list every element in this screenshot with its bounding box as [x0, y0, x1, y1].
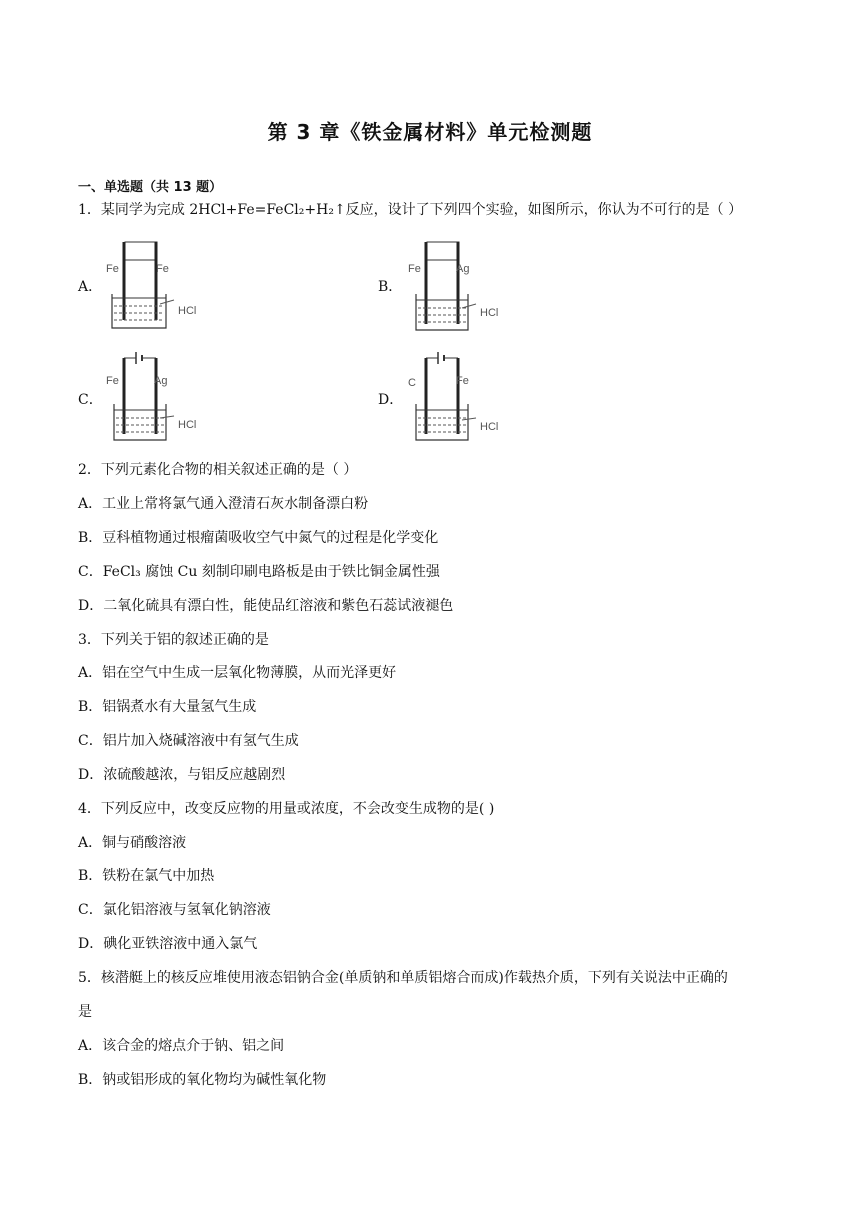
question-4-option-a: A．铜与硝酸溶液	[78, 835, 187, 851]
question-2-option-a: A．工业上常将氯气通入澄清石灰水制备漂白粉	[78, 496, 369, 512]
option-d-solution: HCl	[480, 421, 499, 433]
option-d-label: D．	[378, 392, 404, 408]
option-b-label: B．	[378, 279, 403, 295]
question-2-option-b: B．豆科植物通过根瘤菌吸收空气中氮气的过程是化学变化	[78, 530, 439, 546]
question-5-stem: 5．核潜艇上的核反应堆使用液态铝钠合金(单质钠和单质铝熔合而成)作载热介质，下列有关说法中正确的	[78, 970, 728, 986]
question-3-stem: 3．下列关于铝的叙述正确的是	[78, 632, 269, 648]
question-3-option-c: C．铝片加入烧碱溶液中有氢气生成	[78, 733, 299, 749]
option-b-diagram	[402, 238, 522, 338]
section-heading: 一、单选题（共 13 题）	[78, 180, 223, 195]
option-c-left-electrode: Fe	[106, 375, 119, 387]
question-5-option-a: A．该合金的熔点介于钠、铝之间	[78, 1038, 285, 1054]
page-title: 第 3 章《铁金属材料》单元检测题	[267, 120, 593, 144]
question-2-option-c: C．FeCl₃ 腐蚀 Cu 刻制印刷电路板是由于铁比铜金属性强	[78, 564, 440, 580]
option-c-label: C．	[78, 392, 103, 408]
question-2-option-d: D．二氧化硫具有漂白性，能使品红溶液和紫色石蕊试液褪色	[78, 598, 454, 614]
option-d-right-electrode: Fe	[456, 375, 469, 387]
option-c-diagram	[100, 348, 220, 448]
option-b-solution: HCl	[480, 307, 499, 319]
option-c-solution: HCl	[178, 419, 197, 431]
option-d-left-electrode: C	[408, 377, 416, 389]
question-3-option-b: B．铝锅煮水有大量氢气生成	[78, 699, 257, 715]
option-d-diagram	[402, 348, 522, 448]
question-3-option-a: A．铝在空气中生成一层氧化物薄膜，从而光泽更好	[78, 665, 397, 681]
option-a-solution: HCl	[178, 305, 197, 317]
question-3-option-d: D．浓硫酸越浓，与铝反应越剧烈	[78, 767, 286, 783]
option-b-right-electrode: Ag	[456, 263, 470, 275]
question-4-option-b: B．铁粉在氯气中加热	[78, 868, 215, 884]
option-a-label: A．	[78, 279, 103, 295]
option-c-right-electrode: Ag	[154, 375, 168, 387]
question-5-option-b: B．钠或铝形成的氧化物均为碱性氧化物	[78, 1072, 327, 1088]
question-4-stem: 4．下列反应中，改变反应物的用量或浓度，不会改变生成物的是( )	[78, 801, 495, 817]
option-a-right-electrode: Fe	[156, 263, 169, 275]
question-2-stem: 2．下列元素化合物的相关叙述正确的是（ ）	[78, 462, 358, 478]
option-b-left-electrode: Fe	[408, 263, 421, 275]
question-1-stem: 1．某同学为完成 2HCl+Fe=FeCl₂+H₂↑反应，设计了下列四个实验，如图所示，你认为不可行的是（ ）	[78, 202, 743, 218]
question-4-option-c: C．氯化铝溶液与氢氧化钠溶液	[78, 902, 271, 918]
option-a-left-electrode: Fe	[106, 263, 119, 275]
option-a-diagram	[100, 238, 220, 338]
question-5-stem-cont: 是	[78, 1004, 92, 1020]
question-4-option-d: D．碘化亚铁溶液中通入氯气	[78, 936, 258, 952]
